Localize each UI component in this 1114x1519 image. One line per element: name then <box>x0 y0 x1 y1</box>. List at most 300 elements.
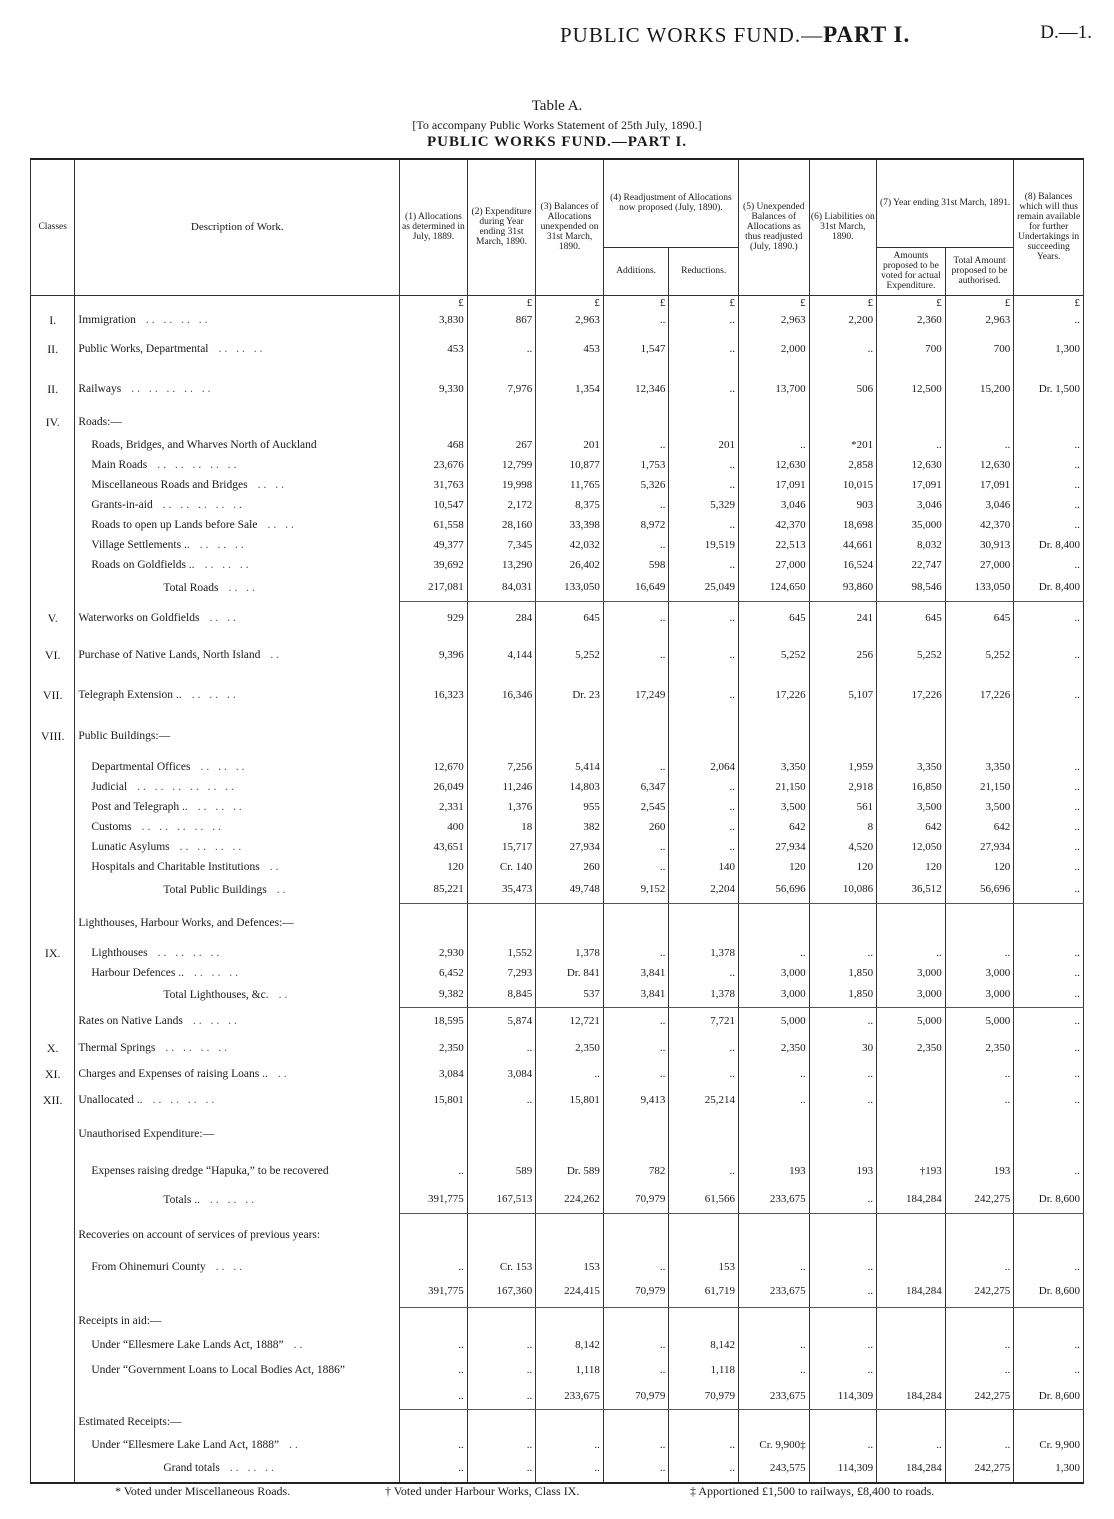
footnote-2: † Voted under Harbour Works, Class IX. <box>385 1484 580 1498</box>
class-cell: I. <box>31 311 75 329</box>
value-cell: 120 <box>809 857 877 877</box>
value-cell: .. <box>603 857 669 877</box>
value-cell: 2,200 <box>809 311 877 329</box>
description-cell <box>75 329 400 369</box>
value-cell: Dr. 8,600 <box>1014 1385 1084 1409</box>
value-cell: .. <box>669 963 739 983</box>
description-cell <box>75 311 400 329</box>
leader-dots: .. .. .. .. .. .. <box>137 780 238 793</box>
value-cell: 2,918 <box>809 777 877 797</box>
col-description: Description of Work. <box>75 159 400 295</box>
value-cell: .. <box>1014 455 1084 475</box>
value-cell: 2,064 <box>669 757 739 777</box>
col-4-additions: Additions. <box>603 247 669 295</box>
value-cell: .. <box>738 1061 809 1087</box>
table-row <box>31 1257 1084 1277</box>
value-cell: .. <box>467 1435 536 1455</box>
value-cell <box>669 1213 739 1257</box>
value-cell: 22,747 <box>877 555 946 575</box>
value-cell: Cr. 140 <box>467 857 536 877</box>
value-cell: .. <box>400 1155 468 1187</box>
value-cell <box>809 903 877 943</box>
description-cell <box>75 903 400 943</box>
description-text: Thermal Springs <box>78 1041 156 1054</box>
table-row <box>31 369 1084 409</box>
value-cell: 56,696 <box>738 877 809 903</box>
value-cell: 120 <box>400 857 468 877</box>
value-cell: 1,300 <box>1014 1455 1084 1483</box>
value-cell: .. <box>809 1187 877 1213</box>
table-row <box>31 963 1084 983</box>
class-cell <box>31 1187 75 1213</box>
leader-dots: .. .. .. <box>197 800 245 813</box>
value-cell <box>400 1307 468 1335</box>
value-cell: 5,252 <box>945 635 1014 675</box>
value-cell <box>738 1213 809 1257</box>
value-cell: 3,000 <box>945 963 1014 983</box>
value-cell: .. <box>809 1277 877 1307</box>
value-cell: 3,046 <box>877 495 946 515</box>
description-text: Public Works, Departmental <box>78 342 209 355</box>
value-cell: .. <box>877 435 946 455</box>
col-6: (6) Liabilities on 31st March, 1890. <box>809 159 877 295</box>
table-row <box>31 777 1084 797</box>
description-cell <box>75 1307 400 1335</box>
value-cell: 5,107 <box>809 675 877 715</box>
description-text: Public Buildings:— <box>78 729 171 742</box>
col-4-reductions: Reductions. <box>669 247 739 295</box>
value-cell: 12,721 <box>536 1007 604 1035</box>
value-cell: .. <box>1014 1355 1084 1385</box>
value-cell: .. <box>467 1385 536 1409</box>
class-cell: XII. <box>31 1087 75 1113</box>
value-cell <box>536 715 604 757</box>
class-cell <box>31 1355 75 1385</box>
class-cell <box>31 1435 75 1455</box>
description-text: Harbour Defences .. <box>91 966 184 979</box>
value-cell: 39,692 <box>400 555 468 575</box>
value-cell <box>536 903 604 943</box>
class-cell <box>31 1307 75 1335</box>
description-cell <box>75 495 400 515</box>
class-cell <box>31 1113 75 1155</box>
value-cell: 3,084 <box>467 1061 536 1087</box>
col-7-authorised: Total Amount proposed to be authorised. <box>945 247 1014 295</box>
class-cell: IV. <box>31 409 75 435</box>
value-cell: 7,293 <box>467 963 536 983</box>
class-cell <box>31 797 75 817</box>
value-cell: 589 <box>467 1155 536 1187</box>
value-cell: 5,000 <box>877 1007 946 1035</box>
description-text: Waterworks on Goldfields <box>78 611 200 624</box>
value-cell: 15,801 <box>536 1087 604 1113</box>
value-cell: 645 <box>877 601 946 635</box>
value-cell: 12,799 <box>467 455 536 475</box>
description-cell <box>75 1213 400 1257</box>
description-cell <box>75 837 400 857</box>
table-row <box>31 601 1084 635</box>
value-cell: .. <box>1014 675 1084 715</box>
value-cell: .. <box>877 1435 946 1455</box>
value-cell: 49,377 <box>400 535 468 555</box>
value-cell: .. <box>669 635 739 675</box>
table-row <box>31 1087 1084 1113</box>
class-cell <box>31 817 75 837</box>
leader-dots: .. .. .. .. .. <box>141 820 224 833</box>
description-cell <box>75 943 400 963</box>
footnote-1: * Voted under Miscellaneous Roads. <box>115 1484 291 1498</box>
value-cell: .. <box>1014 1061 1084 1087</box>
value-cell: 260 <box>536 857 604 877</box>
leader-dots: .. .. .. .. <box>152 1093 218 1106</box>
table-row <box>31 1155 1084 1187</box>
value-cell: 16,323 <box>400 675 468 715</box>
description-cell <box>75 409 400 435</box>
description-text: Roads:— <box>78 415 122 428</box>
leader-dots: .. .. <box>228 581 258 594</box>
value-cell <box>877 715 946 757</box>
value-cell: 3,830 <box>400 311 468 329</box>
value-cell: 27,934 <box>536 837 604 857</box>
class-cell <box>31 1155 75 1187</box>
value-cell <box>738 903 809 943</box>
description-cell <box>75 555 400 575</box>
class-cell <box>31 1409 75 1435</box>
value-cell: .. <box>738 1257 809 1277</box>
value-cell: .. <box>1014 797 1084 817</box>
value-cell: 184,284 <box>877 1187 946 1213</box>
value-cell: 153 <box>536 1257 604 1277</box>
description-cell <box>75 635 400 675</box>
description-text: Recoveries on account of services of previous years: <box>78 1228 321 1241</box>
description-text: Railways <box>78 382 122 395</box>
value-cell <box>945 903 1014 943</box>
value-cell: 30 <box>809 1035 877 1061</box>
class-cell: VIII. <box>31 715 75 757</box>
value-cell <box>1014 903 1084 943</box>
table-row <box>31 857 1084 877</box>
class-cell <box>31 777 75 797</box>
value-cell: .. <box>809 1355 877 1385</box>
value-cell: .. <box>809 1435 877 1455</box>
value-cell: †193 <box>877 1155 946 1187</box>
value-cell: Dr. 23 <box>536 675 604 715</box>
value-cell: 12,630 <box>945 455 1014 475</box>
leader-dots: .. .. .. .. <box>165 1041 230 1054</box>
value-cell <box>669 1307 739 1335</box>
value-cell <box>467 903 536 943</box>
value-cell: 124,650 <box>738 575 809 601</box>
value-cell: 903 <box>809 495 877 515</box>
value-cell: .. <box>400 1335 468 1355</box>
value-cell: .. <box>400 1257 468 1277</box>
value-cell: .. <box>603 495 669 515</box>
value-cell: 598 <box>603 555 669 575</box>
value-cell: 12,630 <box>877 455 946 475</box>
value-cell: .. <box>669 1155 739 1187</box>
value-cell: 5,414 <box>536 757 604 777</box>
description-cell <box>75 1007 400 1035</box>
class-cell <box>31 435 75 455</box>
value-cell: 645 <box>738 601 809 635</box>
leader-dots: .. <box>289 1438 301 1451</box>
value-cell: 2,350 <box>945 1035 1014 1061</box>
value-cell: 10,547 <box>400 495 468 515</box>
value-cell: .. <box>467 329 536 369</box>
value-cell: 233,675 <box>738 1277 809 1307</box>
description-text: Roads to open up Lands before Sale <box>91 518 258 531</box>
value-cell: 2,858 <box>809 455 877 475</box>
value-cell: 5,326 <box>603 475 669 495</box>
page-title: PUBLIC WORKS FUND.—PART I. <box>560 22 911 47</box>
value-cell: .. <box>738 435 809 455</box>
value-cell: 26,049 <box>400 777 468 797</box>
value-cell: .. <box>669 777 739 797</box>
value-cell: 3,000 <box>738 963 809 983</box>
value-cell: .. <box>669 601 739 635</box>
table-row <box>31 1277 1084 1307</box>
description-cell <box>75 817 400 837</box>
value-cell: 33,398 <box>536 515 604 535</box>
value-cell: 2,350 <box>877 1035 946 1061</box>
value-cell: .. <box>945 1257 1014 1277</box>
class-cell <box>31 757 75 777</box>
table-row <box>31 903 1084 943</box>
col-1: (1) Allocations as determined in July, 1889. <box>400 159 468 295</box>
value-cell: 17,091 <box>945 475 1014 495</box>
value-cell: .. <box>669 455 739 475</box>
col-classes: Classes <box>31 159 75 295</box>
table-row <box>31 555 1084 575</box>
value-cell: Cr. 9,900‡ <box>738 1435 809 1455</box>
value-cell: 12,346 <box>603 369 669 409</box>
class-cell <box>31 495 75 515</box>
footnote-3: ‡ Apportioned £1,500 to railways, £8,400 to roads. <box>690 1484 935 1498</box>
value-cell: .. <box>945 1435 1014 1455</box>
value-cell: 21,150 <box>945 777 1014 797</box>
description-cell <box>75 1087 400 1113</box>
value-cell <box>603 1409 669 1435</box>
value-cell: 3,046 <box>945 495 1014 515</box>
value-cell: 645 <box>536 601 604 635</box>
value-cell: 224,262 <box>536 1187 604 1213</box>
value-cell: .. <box>603 635 669 675</box>
value-cell: 3,000 <box>877 983 946 1007</box>
value-cell <box>603 1307 669 1335</box>
value-cell: 2,963 <box>536 311 604 329</box>
description-text: Unallocated .. <box>78 1093 143 1106</box>
table-row <box>31 329 1084 369</box>
value-cell: 233,675 <box>738 1385 809 1409</box>
value-cell: .. <box>669 555 739 575</box>
value-cell: 14,803 <box>536 777 604 797</box>
description-cell <box>75 797 400 817</box>
table-row <box>31 837 1084 857</box>
value-cell: .. <box>603 1435 669 1455</box>
value-cell: .. <box>1014 635 1084 675</box>
description-text: Miscellaneous Roads and Bridges <box>91 478 248 491</box>
leader-dots: .. .. .. <box>193 966 241 979</box>
value-cell: 1,300 <box>1014 329 1084 369</box>
class-cell <box>31 475 75 495</box>
value-cell: 3,500 <box>738 797 809 817</box>
value-cell: 18 <box>467 817 536 837</box>
leader-dots: .. .. .. <box>191 688 239 701</box>
value-cell: 193 <box>945 1155 1014 1187</box>
description-cell <box>75 757 400 777</box>
value-cell: .. <box>669 515 739 535</box>
leader-dots: .. .. .. .. .. <box>131 382 214 395</box>
value-cell: .. <box>1014 777 1084 797</box>
value-cell: 2,360 <box>877 311 946 329</box>
value-cell: 7,256 <box>467 757 536 777</box>
value-cell <box>945 1409 1014 1435</box>
value-cell: 2,204 <box>669 877 739 903</box>
value-cell: 2,000 <box>738 329 809 369</box>
page-header <box>0 22 1114 52</box>
value-cell <box>945 1213 1014 1257</box>
col-7-voted: Amounts proposed to be voted for actual Expenditure. <box>877 247 946 295</box>
value-cell <box>1014 1213 1084 1257</box>
value-cell: .. <box>945 1087 1014 1113</box>
table-row <box>31 877 1084 903</box>
value-cell: 233,675 <box>536 1385 604 1409</box>
value-cell: 10,015 <box>809 475 877 495</box>
description-cell <box>75 1355 400 1385</box>
value-cell: 19,519 <box>669 535 739 555</box>
value-cell: .. <box>669 1435 739 1455</box>
description-cell <box>75 515 400 535</box>
value-cell: 9,396 <box>400 635 468 675</box>
description-cell <box>75 455 400 475</box>
value-cell: 1,118 <box>669 1355 739 1385</box>
leader-dots: .. .. .. <box>200 760 248 773</box>
value-cell: 1,376 <box>467 797 536 817</box>
value-cell: Dr. 589 <box>536 1155 604 1187</box>
value-cell: .. <box>467 1087 536 1113</box>
description-text: Total Public Buildings <box>163 883 267 896</box>
value-cell <box>400 903 468 943</box>
value-cell <box>945 715 1014 757</box>
table-row <box>31 535 1084 555</box>
description-text: Receipts in aid:— <box>78 1314 162 1327</box>
value-cell: 120 <box>945 857 1014 877</box>
description-text: Post and Telegraph .. <box>91 800 188 813</box>
value-cell: 133,050 <box>536 575 604 601</box>
value-cell <box>400 409 468 435</box>
value-cell: 217,081 <box>400 575 468 601</box>
value-cell: 1,547 <box>603 329 669 369</box>
description-text: Grants-in-aid <box>91 498 153 511</box>
value-cell: 44,661 <box>809 535 877 555</box>
value-cell: 9,152 <box>603 877 669 903</box>
value-cell: 6,347 <box>603 777 669 797</box>
value-cell: 7,721 <box>669 1007 739 1035</box>
leader-dots: .. .. .. <box>199 538 247 551</box>
value-cell: 955 <box>536 797 604 817</box>
description-text: Under “Ellesmere Lake Land Act, 1888” <box>91 1438 280 1451</box>
value-cell <box>809 1409 877 1435</box>
value-cell: 120 <box>877 857 946 877</box>
value-cell <box>738 715 809 757</box>
value-cell: 12,670 <box>400 757 468 777</box>
value-cell: 1,753 <box>603 455 669 475</box>
value-cell: 3,000 <box>738 983 809 1007</box>
value-cell: 35,000 <box>877 515 946 535</box>
value-cell: Dr. 8,400 <box>1014 535 1084 555</box>
value-cell: *201 <box>809 435 877 455</box>
value-cell <box>669 1113 739 1155</box>
description-text: Lunatic Asylums <box>91 840 170 853</box>
value-cell: .. <box>1014 817 1084 837</box>
description-text: Main Roads <box>91 458 148 471</box>
value-cell: .. <box>603 757 669 777</box>
value-cell: .. <box>809 943 877 963</box>
value-cell: 3,500 <box>945 797 1014 817</box>
value-cell <box>467 715 536 757</box>
value-cell: 2,963 <box>738 311 809 329</box>
table-title: Table A. <box>531 98 583 114</box>
class-cell <box>31 1213 75 1257</box>
description-text: Purchase of Native Lands, North Island <box>78 648 261 661</box>
value-cell: .. <box>467 1455 536 1483</box>
table-row <box>31 409 1084 435</box>
value-cell: 10,086 <box>809 877 877 903</box>
description-cell <box>75 1257 400 1277</box>
value-cell: .. <box>400 1385 468 1409</box>
value-cell: .. <box>603 1335 669 1355</box>
description-cell <box>75 777 400 797</box>
value-cell: .. <box>945 435 1014 455</box>
value-cell <box>467 409 536 435</box>
value-cell: 70,979 <box>669 1385 739 1409</box>
value-cell: .. <box>1014 435 1084 455</box>
value-cell: .. <box>809 1087 877 1113</box>
table-row <box>31 495 1084 515</box>
value-cell <box>1014 1113 1084 1155</box>
description-cell <box>75 1187 400 1213</box>
value-cell: 8,375 <box>536 495 604 515</box>
col-7: (7) Year ending 31st March, 1891. <box>877 159 1014 247</box>
value-cell <box>536 1213 604 1257</box>
value-cell: .. <box>603 837 669 857</box>
leader-dots: .. <box>270 648 283 661</box>
leader-dots: .. <box>278 988 291 1001</box>
description-text: Telegraph Extension .. <box>78 688 182 701</box>
class-cell <box>31 515 75 535</box>
value-cell: 12,630 <box>738 455 809 475</box>
class-cell <box>31 903 75 943</box>
class-cell <box>31 555 75 575</box>
value-cell: 193 <box>809 1155 877 1187</box>
description-text: Departmental Offices <box>91 760 191 773</box>
value-cell: .. <box>1014 983 1084 1007</box>
value-cell: 93,860 <box>809 575 877 601</box>
unit-row: £ £ £ £ £ £ £ £ £ £ <box>31 295 1084 311</box>
leader-dots: .. .. .. .. <box>145 313 211 326</box>
value-cell: 7,345 <box>467 535 536 555</box>
value-cell <box>603 1213 669 1257</box>
description-cell <box>75 1155 400 1187</box>
value-cell <box>945 409 1014 435</box>
value-cell: 2,545 <box>603 797 669 817</box>
value-cell: .. <box>1014 757 1084 777</box>
description-cell <box>75 601 400 635</box>
leader-dots: .. .. <box>257 478 287 491</box>
value-cell: 42,370 <box>738 515 809 535</box>
value-cell: .. <box>467 1335 536 1355</box>
value-cell: 49,748 <box>536 877 604 903</box>
